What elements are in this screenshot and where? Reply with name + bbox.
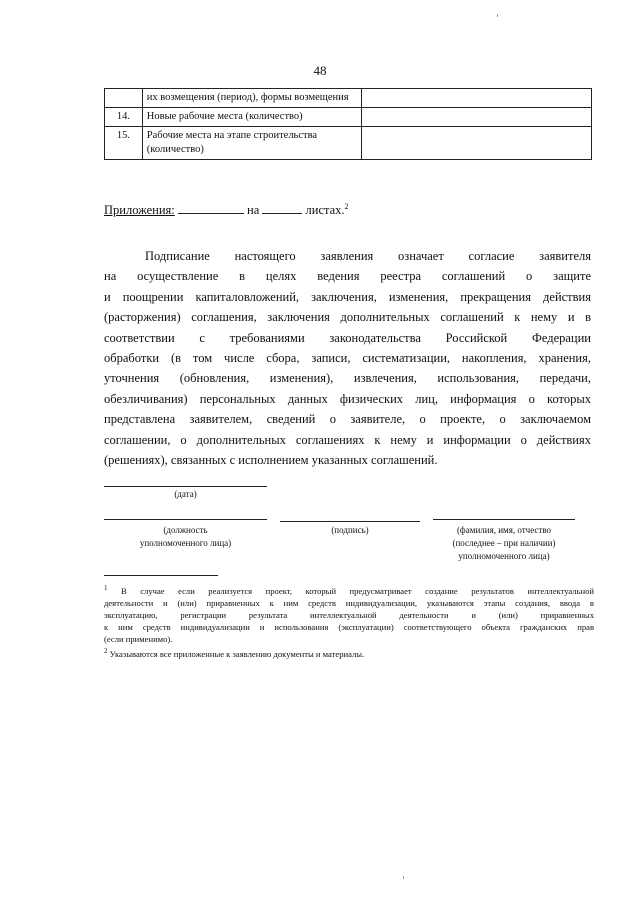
attachments-sheets-label: листах. (305, 203, 345, 218)
footnote-1-line: к ним средств индивидуализации и использования (эксплуатации) соответствующего объекта гражданских прав (104, 621, 594, 632)
footnote-1-text: В случае если реализуется проект, который предусматривает создание результатов интеллектуальной (121, 585, 594, 596)
footnote-1-line: (если применимо). (104, 633, 173, 644)
consent-line: (расторжения) соглашения, заключения дополнительных соглашений к нему и в (104, 310, 591, 325)
consent-line: и поощрении капиталовложений, заключения, изменения, прекращения действия (104, 289, 591, 304)
consent-line: обработки (в том числе сбора, записи, систематизации, накопления, хранения, (104, 351, 591, 366)
scan-mark (403, 876, 404, 879)
consent-line: соответствии с требованиями законодательства Российской Федерации (104, 330, 591, 345)
date-line[interactable] (104, 486, 267, 487)
scan-mark (497, 14, 498, 17)
position-line[interactable] (104, 519, 267, 520)
full-name-caption-line: (фамилия, имя, отчество (456, 525, 552, 535)
footnote-ref-2: 2 (344, 202, 349, 211)
consent-line: обезличивания) персональных данных физических лиц, информация о которых (104, 391, 591, 406)
full-name-line[interactable] (433, 519, 575, 520)
signature-caption: (подпись) (331, 525, 369, 535)
signature-line[interactable] (280, 521, 420, 522)
position-caption-line: (должность (163, 525, 208, 535)
footnote-2-marker: 2 (104, 646, 108, 655)
attachments-on: на (247, 203, 260, 218)
table-row (105, 108, 592, 127)
attachments-sheets-blank[interactable] (262, 203, 302, 214)
table-row (105, 127, 592, 160)
footnote-1-line (104, 582, 594, 597)
position-caption-line: уполномоченного лица) (139, 538, 232, 548)
attachments-label: Приложения: (104, 203, 175, 218)
full-name-caption-line: (последнее – при наличии) (452, 538, 556, 548)
consent-line: Подписание настоящего заявления означает согласие заявителя (145, 249, 591, 263)
full-name-caption (433, 524, 575, 563)
attachments-count-blank[interactable] (178, 203, 244, 214)
footnotes (104, 582, 594, 660)
row-name: Рабочие места на этапе строительства (количество) (142, 127, 361, 160)
row-value (361, 89, 591, 108)
row-value (361, 108, 591, 127)
row-number (105, 89, 143, 108)
page-number: 48 (313, 63, 327, 78)
footnote-1-line: деятельности и (или) приравненных к ним средств индивидуализации, указываются этапы создания, ввода в (104, 597, 594, 608)
consent-line: представлена заявителем, сведений о заявителе, о проекте, о заключаемом (104, 412, 591, 427)
row-name: Новые рабочие места (количество) (142, 108, 361, 127)
attachments-line (104, 202, 349, 218)
consent-line: уточнения (обновления, изменения), извлечения, использования, передачи, (104, 371, 591, 386)
row-number: 15. (105, 127, 143, 160)
row-name: их возмещения (период), формы возмещения (142, 89, 361, 108)
footnote-2-line (104, 645, 594, 660)
consent-paragraph (104, 246, 591, 470)
full-name-caption-line: уполномоченного лица) (458, 551, 550, 561)
position-caption (104, 524, 267, 550)
table-row (105, 89, 592, 108)
footnote-1-marker: 1 (104, 584, 108, 592)
consent-line: на осуществление в целях ведения реестра соглашений о защите (104, 269, 591, 284)
date-caption: (дата) (174, 489, 197, 499)
consent-line: соглашении, о дополнительных соглашениях к нему и информации о действиях (104, 432, 591, 447)
row-number: 14. (105, 108, 143, 127)
row-value (361, 127, 591, 160)
application-table (104, 88, 592, 160)
footnote-separator (104, 575, 218, 576)
consent-line: (решениях), связанных с исполнением указанных соглашений. (104, 453, 438, 468)
footnote-1-line: эксплуатацию, регистрации результата интеллектуальной деятельности и (или) приравненных (104, 609, 594, 620)
footnote-2-text: Указываются все приложенные к заявлению документы и материалы. (109, 648, 365, 659)
